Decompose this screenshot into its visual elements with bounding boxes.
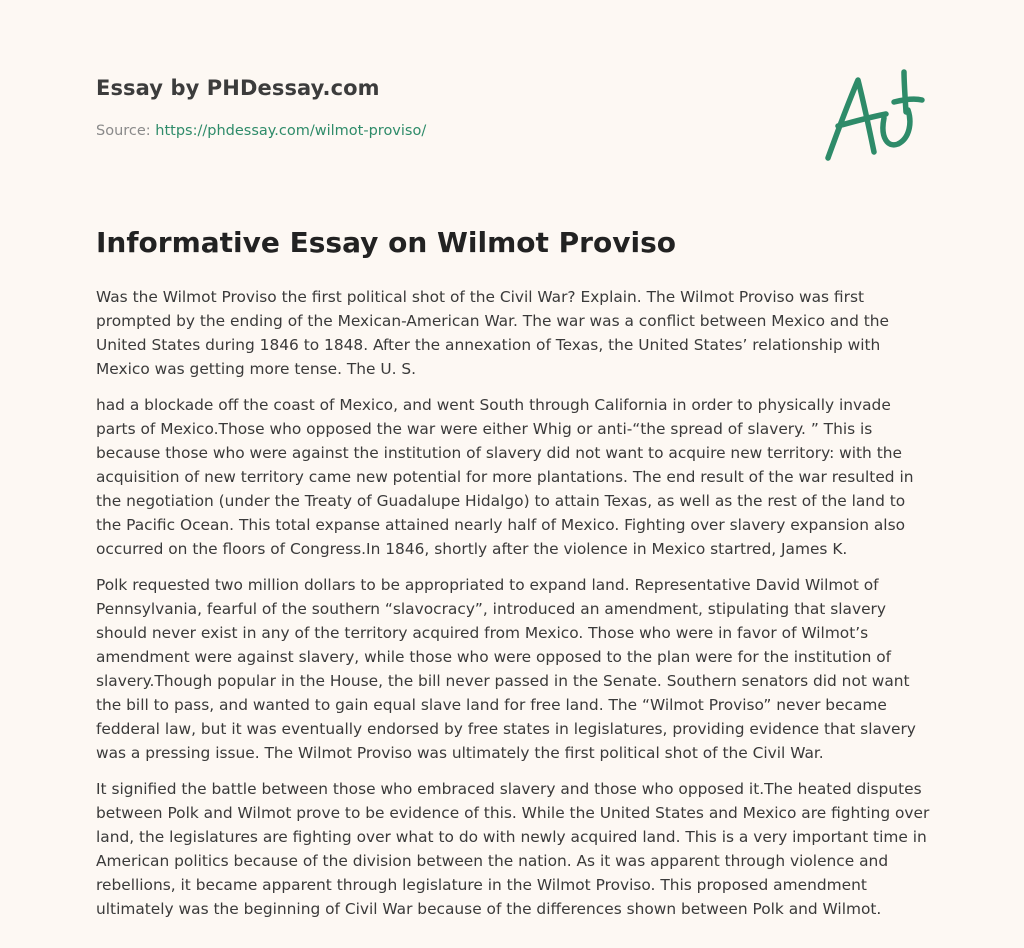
site-brand: Essay by PHDessay.com <box>96 76 380 100</box>
page-header <box>96 0 928 200</box>
source-link[interactable]: https://phdessay.com/wilmot-proviso/ <box>155 123 427 139</box>
essay-title: Informative Essay on Wilmot Proviso <box>96 226 676 259</box>
essay-page <box>96 0 930 918</box>
essay-body <box>96 285 932 933</box>
essay-paragraph: Polk requested two million dollars to be appropriated to expand land. Representative David Wilmot of Pennsylvania, fearful of the southern “slavocracy”, introduced an amendment, stipulating that slavery should never exist in any of the territory acquired from Mexico. Those who were in favor of Wilmot’s amendment were against slavery, while those who were opposed to the plan were for the institution of slavery.Though popular in the House, the bill never passed in the Senate. Southern senators did not want the bill to pass, and wanted to gain equal slave land for free land. The “Wilmot Proviso” never became fedderal law, but it was eventually endorsed by free states in legislatures, providing evidence that slavery was a pressing issue. The Wilmot Proviso was ultimately the first political shot of the Civil War. <box>96 576 916 762</box>
source-line <box>96 123 426 139</box>
essay-paragraph: had a blockade off the coast of Mexico, and went South through California in order to physically invade parts of Mexico.Those who opposed the war were either Whig or anti-“the spread of slavery. ” This is because those who were against the institution of slavery did not want to acquire new territory: with the acquisition of new territory came new potential for more plantations. The end result of the war resulted in the negotiation (under the Treaty of Guadalupe Hidalgo) to attain Texas, as well as the rest of the land to the Pacific Ocean. This total expanse attained nearly half of Mexico. Fighting over slavery expansion also occurred on the floors of Congress.In 1846, shortly after the violence in Mexico startred, James K. <box>96 396 914 558</box>
a-plus-grade-icon <box>822 66 926 166</box>
essay-paragraph: It signified the battle between those who embraced slavery and those who opposed it.The heated disputes between Polk and Wilmot prove to be evidence of this. While the United States and Mexico are fighting over land, the legislatures are fighting over what to do with newly acquired land. This is a very important time in American politics because of the division between the nation. As it was apparent through violence and rebellions, it became apparent through legislature in the Wilmot Proviso. This proposed amendment ultimately was the beginning of Civil War because of the differences shown between Polk and Wilmot. <box>96 780 930 918</box>
source-label: Source: <box>96 123 151 139</box>
essay-paragraph: Was the Wilmot Proviso the first political shot of the Civil War? Explain. The Wilmot Proviso was first prompted by the ending of the Mexican-American War. The war was a conflict between Mexico and the United States during 1846 to 1848. After the annexation of Texas, the United States’ relationship with Mexico was getting more tense. The U. S. <box>96 288 889 378</box>
